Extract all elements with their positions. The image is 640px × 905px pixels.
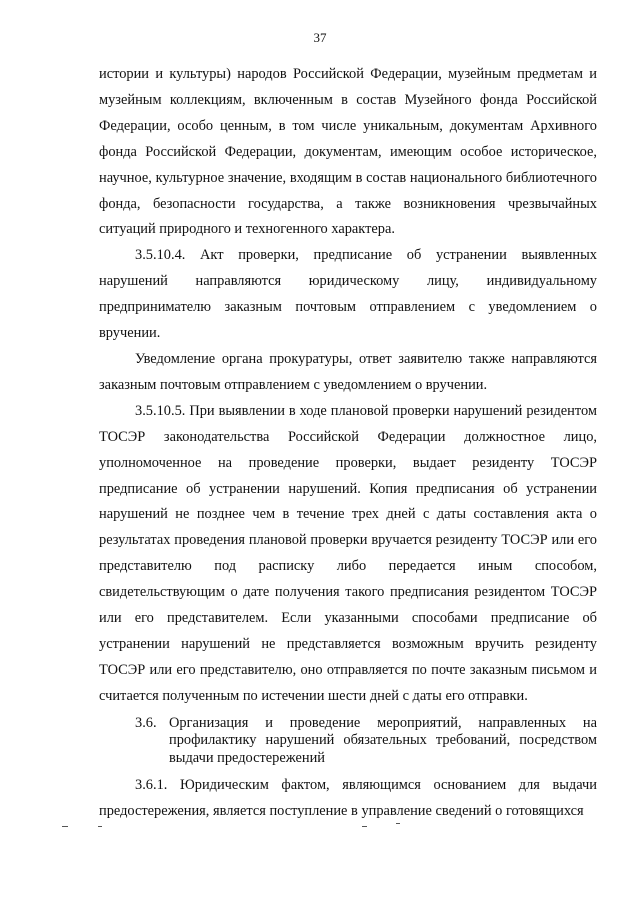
scan-speck <box>362 826 367 827</box>
scan-specks <box>0 826 640 830</box>
section-number: 3.6. <box>135 714 157 731</box>
paragraph-continued: истории и культуры) народов Российской Федерации, музейным предметам и музейным коллекциям, включенным в состав Музейного фонда Российской Федерации, особо ценным, в том числе уникальным, документам Архивного фонда Российской Федерации, документам, имеющим особое историческое, научное, культурное значение, входящим в состав национального библиотечного фонда, безопасности государства, а также возникновения чрезвычайных ситуаций природного и техногенного характера. <box>99 66 597 238</box>
section-title: Организация и проведение мероприятий, направленных на профилактику нарушений обязательных требований, посредством выдачи предостережений <box>169 714 597 766</box>
scan-speck <box>62 826 68 827</box>
document-body <box>99 62 597 825</box>
paragraph-3-5-10-5: 3.5.10.5. При выявлении в ходе плановой проверки нарушений резидентом ТОСЭР законодательства Российской Федерации должностное лицо, уполномоченное на проведение проверки, выдает резиденту ТОСЭР предписание об устранении нарушений. Копия предписания об устранении нарушений не позднее чем в течение трех дней с даты составления акта о результатах проведения плановой проверки вручается резиденту ТОСЭР или его представителю под расписку либо передается иным способом, свидетельствующим о дате получения такого предписания резидентом ТОСЭР или его представителем. Если указанными способами предписание об устранении нарушений не представляется возможным вручить резиденту ТОСЭР или его представителю, оно отправляется по почте заказным письмом и считается полученным по истечении шести дней с даты его отправки. <box>99 402 597 704</box>
section-heading-3-6 <box>99 715 597 768</box>
paragraph-3-6-1: 3.6.1. Юридическим фактом, являющимся основанием для выдачи предостережения, является поступление в управление сведений о готовящихся <box>99 777 597 820</box>
page-number: 37 <box>313 30 327 45</box>
paragraph-prosecutor-notice: Уведомление органа прокуратуры, ответ заявителю также направляются заказным почтовым отправлением с уведомлением о вручении. <box>99 350 597 393</box>
scan-speck <box>396 823 400 824</box>
scan-speck <box>98 826 102 827</box>
paragraph-3-5-10-4: 3.5.10.4. Акт проверки, предписание об устранении выявленных нарушений направляются юридическому лицу, индивидуальному предпринимателю заказным почтовым отправлением с уведомлением о вручении. <box>99 247 597 342</box>
